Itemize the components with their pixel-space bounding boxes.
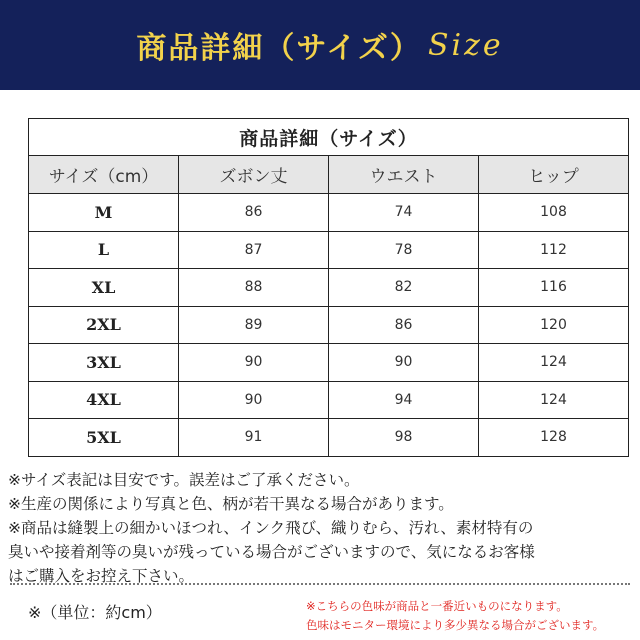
hip-value: 112	[479, 231, 629, 269]
banner-script-size: Size	[427, 27, 504, 63]
length-value: 87	[179, 231, 329, 269]
size-label: XL	[29, 269, 179, 307]
table-header-row	[29, 156, 629, 194]
length-value: 86	[179, 194, 329, 232]
header-size: サイズ（cm）	[29, 156, 179, 194]
waist-value: 82	[329, 269, 479, 307]
size-label: L	[29, 231, 179, 269]
note-line: ※サイズ表記は目安です。誤差はご了承ください。	[8, 471, 360, 489]
banner-title: 商品詳細（サイズ）	[136, 31, 422, 66]
size-label: 5XL	[29, 419, 179, 457]
header-hip: ヒップ	[479, 156, 629, 194]
length-value: 90	[179, 381, 329, 419]
length-value: 91	[179, 419, 329, 457]
note-line: ※商品は縫製上の細かいほつれ、インク飛び、織りむら、汚れ、素材特有の	[8, 519, 534, 537]
waist-value: 94	[329, 381, 479, 419]
color-note	[306, 597, 636, 635]
waist-value: 98	[329, 419, 479, 457]
note-line: ※生産の関係により写真と色、柄が若干異なる場合があります。	[8, 495, 454, 513]
waist-value: 78	[329, 231, 479, 269]
unit-note: ※（単位：約cm）	[28, 603, 162, 622]
table-caption-row	[29, 119, 629, 156]
table-row	[29, 419, 629, 457]
length-value: 90	[179, 344, 329, 382]
hip-value: 108	[479, 194, 629, 232]
header-waist: ウエスト	[329, 156, 479, 194]
hip-value: 120	[479, 306, 629, 344]
table-row	[29, 381, 629, 419]
length-value: 88	[179, 269, 329, 307]
header-banner	[0, 0, 640, 90]
hip-value: 124	[479, 381, 629, 419]
table-row	[29, 231, 629, 269]
hip-value: 124	[479, 344, 629, 382]
table-caption: 商品詳細（サイズ）	[29, 119, 629, 156]
table-row	[29, 194, 629, 232]
color-note-line: ※こちらの色味が商品と一番近いものになります。	[306, 599, 568, 613]
waist-value: 74	[329, 194, 479, 232]
size-label: 3XL	[29, 344, 179, 382]
note-line: はご購入をお控え下さい。	[8, 567, 195, 585]
size-label: 4XL	[29, 381, 179, 419]
size-label: M	[29, 194, 179, 232]
table-row	[29, 344, 629, 382]
table-row	[29, 306, 629, 344]
note-line: 臭いや接着剤等の臭いが残っている場合がございますので、気になるお客様	[8, 543, 535, 561]
header-length: ズボン丈	[179, 156, 329, 194]
table-row	[29, 269, 629, 307]
dotted-divider	[10, 583, 630, 585]
hip-value: 128	[479, 419, 629, 457]
waist-value: 90	[329, 344, 479, 382]
length-value: 89	[179, 306, 329, 344]
hip-value: 116	[479, 269, 629, 307]
waist-value: 86	[329, 306, 479, 344]
color-note-line: 色味はモニター環境により多少異なる場合がございます。	[306, 618, 605, 632]
size-label: 2XL	[29, 306, 179, 344]
size-table	[28, 118, 629, 457]
notes-block	[8, 468, 634, 588]
